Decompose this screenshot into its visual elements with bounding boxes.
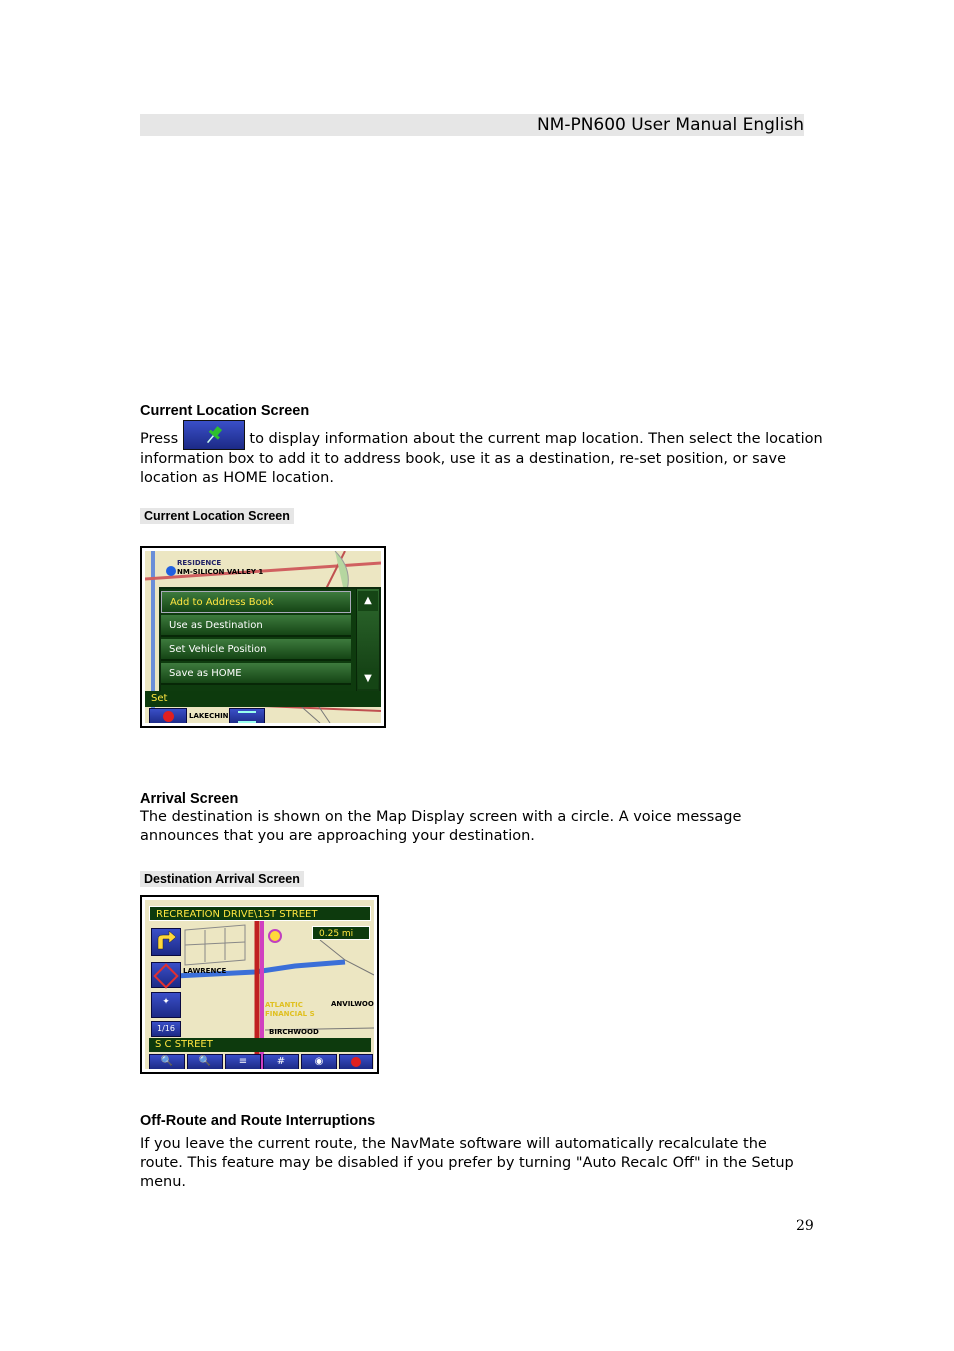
current-location-paragraph <box>140 420 830 488</box>
menu-item-add-to-address-book[interactable]: Add to Address Book <box>161 591 351 613</box>
section-heading-offroute: Off-Route and Route Interruptions <box>140 1113 376 1129</box>
cancel-route-button[interactable] <box>339 1054 373 1069</box>
voice-button[interactable] <box>301 1054 337 1069</box>
current-location-screenshot <box>140 546 386 728</box>
scroll-up-icon[interactable]: ▲ <box>358 591 378 611</box>
map-label-lawrence: LAWRENCE <box>183 967 227 975</box>
page-number: 29 <box>796 1218 814 1234</box>
menu-item-use-as-destination[interactable]: Use as Destination <box>161 615 351 637</box>
arrival-screenshot <box>140 895 379 1074</box>
arrival-body: The destination is shown on the Map Display screen with a circle. A voice message announces that you are approaching your destination. <box>140 809 742 844</box>
map-label-anvilwood: ANVILWOO <box>331 1000 374 1008</box>
manual-title: NM-PN600 User Manual English <box>536 115 804 135</box>
turn-arrow-button[interactable] <box>151 928 181 956</box>
3d-view-button[interactable] <box>263 1054 299 1069</box>
scroll-down-icon[interactable]: ▼ <box>358 669 378 689</box>
map-label-atlantic: ATLANTIC <box>265 1001 303 1009</box>
arrival-map <box>145 900 374 1069</box>
list-icon <box>238 711 256 723</box>
scale-button[interactable]: 1/16 <box>151 1021 181 1037</box>
grid-icon: # <box>276 1056 286 1067</box>
bottom-street-bar: S C STREET <box>149 1038 371 1052</box>
direction-pad-icon: ✦ <box>162 997 170 1007</box>
press-word: Press <box>140 431 179 447</box>
zoom-in-icon: 🔍 <box>160 1056 174 1067</box>
zoom-out-icon: 🔍 <box>198 1056 212 1067</box>
caption-arrival: Destination Arrival Screen <box>140 871 304 887</box>
map-label-nm-silicon-valley: NM-SILICON VALLEY 1 <box>177 568 264 576</box>
menu-list-button[interactable] <box>225 1054 261 1069</box>
cancel-icon <box>163 711 174 722</box>
status-bar: Set <box>145 691 381 707</box>
current-location-body: to display information about the current map location. Then select the location information box to add it to address book, use it as a destination, re-set position, or save location as HOME location. <box>140 431 823 486</box>
map-label-financial: FINANCIAL S <box>265 1010 315 1018</box>
current-location-map <box>145 551 381 723</box>
header-bar <box>140 114 804 136</box>
menu-item-save-as-home[interactable]: Save as HOME <box>161 663 351 685</box>
location-menu <box>159 587 381 693</box>
compass-icon <box>153 963 178 988</box>
list-button[interactable] <box>229 708 265 723</box>
section-heading-arrival: Arrival Screen <box>140 791 239 807</box>
menu-item-set-vehicle-position[interactable]: Set Vehicle Position <box>161 639 351 661</box>
top-street-bar: RECREATION DRIVE\1ST STREET <box>149 906 371 921</box>
cancel-icon <box>351 1057 361 1067</box>
map-label-residence: RESIDENCE <box>177 559 222 567</box>
pan-button[interactable] <box>151 992 181 1018</box>
map-label-lakechin: LAKECHIN <box>189 712 229 720</box>
list-icon: ≡ <box>238 1056 248 1067</box>
pushpin-button-icon <box>183 420 245 450</box>
menu-scrollbar[interactable] <box>356 589 379 691</box>
cancel-button[interactable] <box>149 708 187 723</box>
offroute-body: If you leave the current route, the NavMate software will automatically recalculate the route. This feature may be disabled if you prefer by turning "Auto Recalc Off" in the Setup menu. <box>140 1136 794 1190</box>
compass-button[interactable] <box>151 962 181 988</box>
zoom-out-button[interactable] <box>187 1054 223 1069</box>
caption-current-location: Current Location Screen <box>140 508 294 524</box>
zoom-in-button[interactable] <box>149 1054 185 1069</box>
speaker-icon: ◉ <box>314 1056 324 1067</box>
section-heading-current-location: Current Location Screen <box>140 403 310 419</box>
distance-readout: 0.25 mi <box>312 926 370 940</box>
turn-arrow-icon <box>154 929 178 951</box>
map-label-birchwood: BIRCHWOOD <box>269 1028 319 1036</box>
